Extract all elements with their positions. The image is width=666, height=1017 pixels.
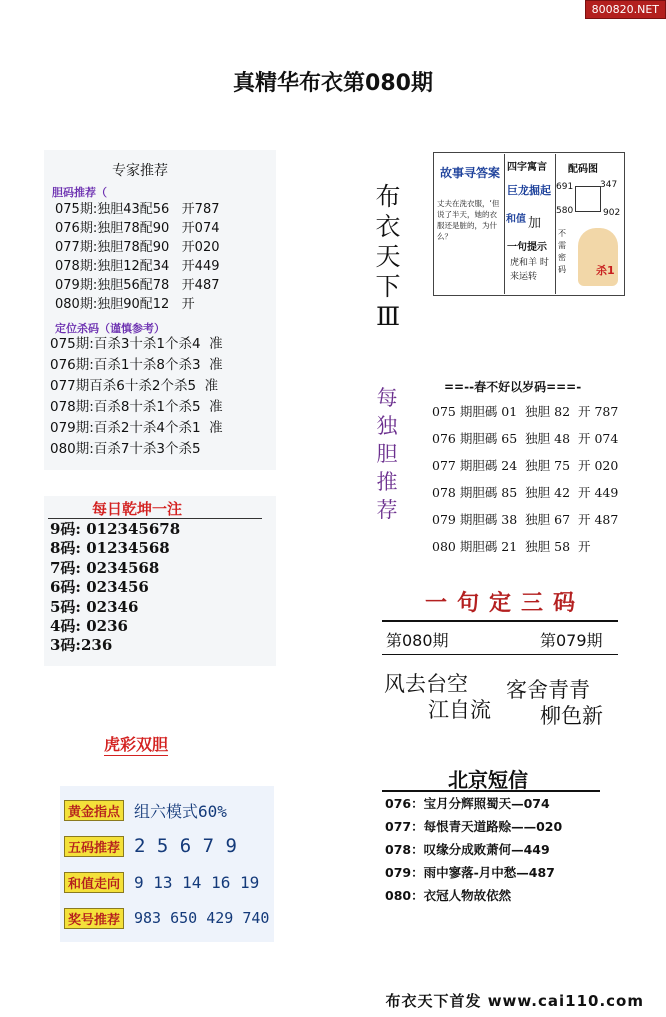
hucai-value: 2 5 6 7 9 [134, 835, 237, 857]
list-item: 077：每恨青天道路赊——020 [385, 819, 563, 834]
yiju-mid-line [382, 654, 618, 655]
story-title: 故事寻答案 [440, 166, 501, 180]
daily-title: 每日乾坤一注 [92, 500, 183, 518]
hucai-label: 和值走向 [64, 872, 124, 893]
kill-code-list [50, 334, 223, 460]
list-item: 079：雨中寥落-月中愁—487 [385, 865, 555, 880]
vertical-char: 独 [376, 414, 398, 438]
story-hint-text: 虎和羊 时来运转 [510, 258, 549, 282]
list-item: 077期:独胆78配90 开020 [55, 240, 220, 255]
list-item: 8码: 01234568 [50, 539, 170, 558]
list-item: 076期:百杀1十杀8个杀3 准 [50, 357, 223, 373]
story-kill-chars: 不需密码 [558, 229, 566, 274]
pair-number: 580 [556, 206, 574, 216]
footer-source[interactable]: 布衣天下首发 www.cai110.com [385, 992, 644, 1010]
daily-underline [48, 518, 262, 519]
story-col1-item: 和值 [506, 214, 526, 225]
beijing-list [385, 792, 562, 907]
list-item: 080期:独胆90配12 开 [55, 297, 195, 312]
vertical-char: 衣 [375, 212, 401, 241]
list-item: 076 期胆碼 65 独胆 48 开 074 [432, 431, 619, 446]
yiju-top-line [382, 620, 618, 622]
hucai-value: 组六模式60% [134, 801, 227, 821]
hucai-label: 黄金指点 [64, 800, 124, 821]
list-item: 079期:百杀2十杀4个杀1 准 [50, 420, 223, 436]
story-kill-tag: 杀1 [596, 264, 615, 277]
hucai-label: 奖号推荐 [64, 908, 124, 929]
vertical-char: 天 [375, 242, 401, 271]
hucai-value: 983 650 429 740 [134, 909, 270, 927]
page-title: 真精华布衣第080期 [233, 71, 433, 96]
story-col1-item: 巨龙掘起 [507, 184, 551, 197]
list-item: 076：宝月分辉照蜀天—074 [385, 796, 550, 811]
pair-number: 691 [556, 182, 574, 192]
list-item: 080 期胆碼 21 独胆 58 开 [432, 539, 591, 554]
hucai-label: 五码推荐 [64, 836, 124, 857]
vertical-char: 胆 [376, 442, 398, 466]
list-item: 078期:百杀8十杀1个杀5 准 [50, 399, 223, 415]
kill-code-label: 定位杀码（谨慎参考） [55, 322, 165, 335]
yiju-col-left: 第080期 [386, 631, 449, 650]
pair-number: 347 [600, 180, 618, 190]
dan-code-list [55, 200, 220, 314]
list-item: 9码: 012345678 [50, 520, 181, 538]
story-col1-head: 四字寓言 [507, 162, 547, 173]
site-badge[interactable]: 800820.NET [585, 0, 666, 19]
list-item: 4码: 0236 [50, 617, 128, 636]
expert-header: 专家推荐 [112, 163, 168, 179]
list-item: 077 期胆碼 24 独胆 75 开 020 [432, 458, 619, 473]
beijing-title: 北京短信 [448, 768, 528, 792]
list-item: 077期百杀6十杀2个杀5 准 [50, 378, 219, 394]
list-item: 3码:236 [50, 636, 113, 655]
list-item: 078 期胆碼 85 独胆 42 开 449 [432, 485, 619, 500]
yiju-col-right: 第079期 [540, 631, 603, 650]
story-col1-item: 加 [528, 216, 542, 231]
list-item: 079期:独胆56配78 开487 [55, 278, 220, 293]
vertical-char: 荐 [376, 498, 398, 522]
gold-title: ==--春不好以岁码===- [444, 380, 582, 394]
list-item: 078：叹缘分成败萧何—449 [385, 842, 550, 857]
vertical-char: Ⅲ [375, 302, 401, 331]
yiju-left-line2: 江自流 [428, 698, 491, 722]
yiju-title: 一句定三码 [424, 591, 585, 616]
list-item: 080期:百杀7十杀3个杀5 [50, 441, 201, 457]
story-divider-2 [555, 154, 556, 294]
yiju-right-line2: 柳色新 [540, 704, 603, 728]
vertical-char: 布 [375, 182, 401, 211]
list-item: 075期:百杀3十杀1个杀4 准 [50, 336, 223, 352]
list-item: 076期:独胆78配90 开074 [55, 221, 220, 236]
story-col2-head: 配码图 [568, 164, 598, 175]
hucai-value: 9 13 14 16 19 [134, 872, 260, 892]
vertical-char: 推 [376, 470, 398, 494]
story-text: 丈夫在洗衣服，‘但说了半天，她的衣服还是脏的，为什么？ [437, 199, 500, 241]
vertical-char: 下 [375, 272, 401, 301]
hucai-row [64, 864, 269, 900]
list-item: 078期:独胆12配34 开449 [55, 259, 220, 274]
daily-code-list [50, 520, 180, 656]
yiju-left-line1: 风去台空 [384, 672, 468, 696]
hucai-rows [64, 792, 269, 936]
list-item: 7码: 0234568 [50, 558, 160, 577]
list-item: 080：衣冠人物故依然 [385, 888, 512, 903]
story-divider-1 [504, 154, 505, 294]
vertical-title-2 [370, 384, 404, 524]
yiju-right-line1: 客舍青青 [506, 678, 590, 702]
story-hint-label: 一句提示 [507, 242, 547, 253]
pair-connector [575, 186, 601, 212]
list-item: 6码: 023456 [50, 578, 149, 597]
list-item: 5码: 02346 [50, 597, 139, 616]
vertical-title-1 [368, 182, 408, 332]
list-item: 075期:独胆43配56 开787 [55, 202, 220, 217]
list-item: 079 期胆碼 38 独胆 67 开 487 [432, 512, 619, 527]
hucai-row [64, 792, 269, 828]
list-item: 075 期胆碼 01 独胆 82 开 787 [432, 404, 619, 419]
gold-list [432, 398, 618, 560]
hucai-row [64, 828, 269, 864]
hucai-title: 虎彩双胆 [104, 732, 168, 756]
hucai-row [64, 900, 269, 936]
dan-code-label: 胆码推荐（ [52, 186, 107, 199]
pair-number: 902 [603, 208, 621, 218]
vertical-char: 每 [376, 386, 398, 410]
